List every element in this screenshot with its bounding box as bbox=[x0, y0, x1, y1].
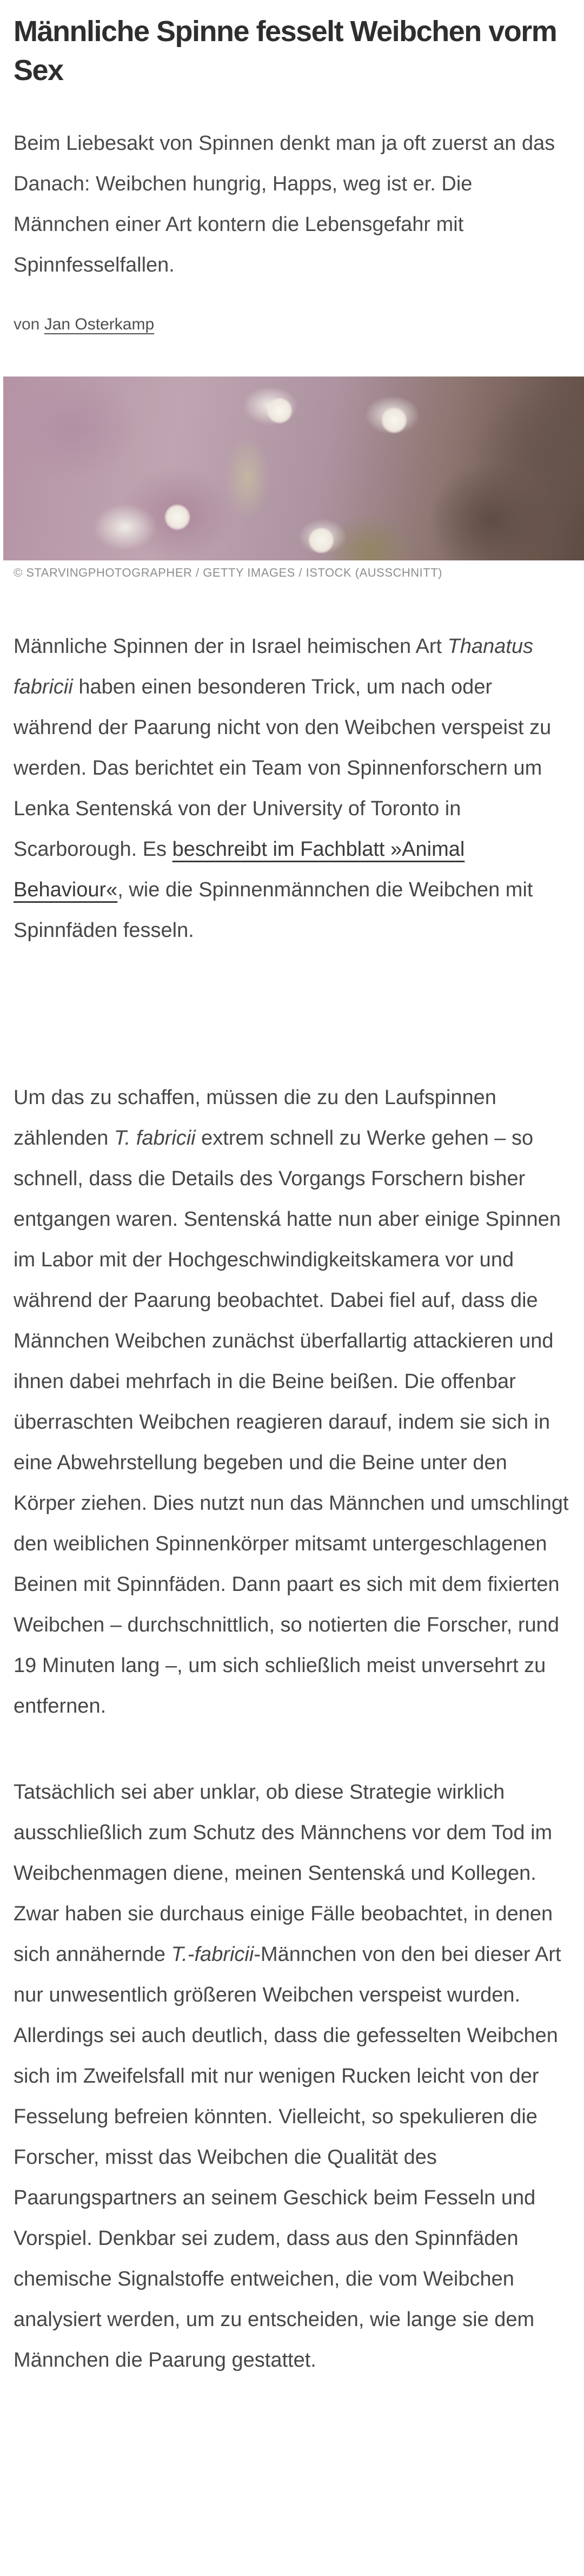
image-credit: © STARVINGPHOTOGRAPHER / GETTY IMAGES / ISTOCK (AUSSCHNITT) bbox=[14, 566, 443, 579]
species-name-italic: T. fabricii bbox=[114, 1127, 196, 1150]
empty-ad-slot bbox=[14, 951, 570, 1032]
body-text-segment: extrem schnell zu Werke gehen – so schnell, dass die Details des Vorgangs Forschern bisher entgangen waren. Sentenská hatte nun aber einige Spinnen im Labor mit der Hochgeschwindigkeitskamera vor und während der Paarung beobachtet. Dabei fiel auf, dass die Männchen Weibchen zunächst überfallartig attackieren und ihnen dabei mehrfach in die Beine beißen. Die offenbar überraschten Weibchen reagieren darauf, indem sie sich in eine Abwehrstellung begeben und die Beine unter den Körper ziehen. Dies nutzt nun das Männchen und umschlingt den weiblichen Spinnenkörper mitsamt untergeschlagenen Beinen mit Spinnfäden. Dann paart es sich mit dem fixierten Weibchen – durchschnittlich, so notierten die Forscher, rund 19 Minuten lang –, um sich schließlich meist unversehrt zu entfernen. bbox=[14, 1127, 569, 1718]
article bbox=[0, 12, 584, 2381]
byline-prefix: von bbox=[14, 315, 44, 333]
author-link[interactable]: Jan Osterkamp bbox=[44, 315, 155, 333]
body-text-segment: Tatsächlich sei aber unklar, ob diese Strategie wirklich ausschließlich zum Schutz des Männchens vor dem Tod im Weibchenmagen diene, meinen Sentenská und Kollegen. Zwar haben sie durchaus einige Fälle beobachtet, in denen sich annähernde bbox=[14, 1781, 553, 1966]
article-teaser: Beim Liebesakt von Spinnen denkt man ja oft zuerst an das Danach: Weibchen hungrig, Happs, weg ist er. Die Männchen einer Art kontern die Lebensgefahr mit Spinnfesselfallen. bbox=[14, 132, 555, 276]
byline bbox=[14, 314, 570, 335]
body-text-segment: Um das zu schaffen, müssen die zu den Laufspinnen zählenden bbox=[14, 1086, 496, 1150]
body-text-segment: , wie die Spinnenmännchen die Weibchen mit Spinnfäden fesseln. bbox=[14, 879, 533, 942]
article-body bbox=[14, 626, 570, 2381]
page-title: Männliche Spinne fesselt Weibchen vorm Sex bbox=[14, 15, 557, 87]
species-name-italic: T.-fabricii bbox=[171, 1943, 254, 1966]
inline-article-link[interactable]: beschreibt im Fachblatt »Animal Behaviour« bbox=[14, 838, 465, 901]
flower-blossom-shape bbox=[267, 398, 292, 423]
article-paragraph-3 bbox=[14, 1772, 570, 2381]
flower-blossom-shape bbox=[309, 528, 334, 553]
article-paragraph-2 bbox=[14, 1078, 570, 1727]
hero-photo-spider-on-milkweed bbox=[3, 377, 584, 560]
article-paragraph-1 bbox=[14, 626, 570, 951]
flower-blossom-shape bbox=[382, 408, 407, 433]
body-text-segment: Männliche Spinnen der in Israel heimischen Art bbox=[14, 635, 448, 658]
species-name-italic: Thanatus fabricii bbox=[14, 635, 534, 698]
body-text-segment: haben einen besonderen Trick, um nach oder während der Paarung nicht von den Weibchen verspeist zu werden. Das berichtet ein Team von Spinnenforschern um Lenka Sentenská von der University of Toronto in Scarborough. Es bbox=[14, 676, 552, 861]
body-text-segment: -Männchen von den bei dieser Art nur unwesentlich größeren Weibchen verspeist wurden. Allerdings sei auch deutlich, dass die gefesselten Weibchen sich im Zweifelsfall mit nur wenigen Rucken leicht von der Fesselung befreien könnten. Vielleicht, so spekulieren die Forscher, misst das Weibchen die Qualität des Paarungspartners an seinem Geschick beim Fesseln und Vorspiel. Denkbar sei zudem, dass aus den Spinnfäden chemische Signalstoffe entweichen, die vom Weibchen analysiert werden, um zu entscheiden, wie lange sie dem Männchen die Paarung gestattet. bbox=[14, 1943, 561, 2372]
page bbox=[0, 12, 584, 2576]
flower-blossom-shape bbox=[165, 505, 190, 530]
